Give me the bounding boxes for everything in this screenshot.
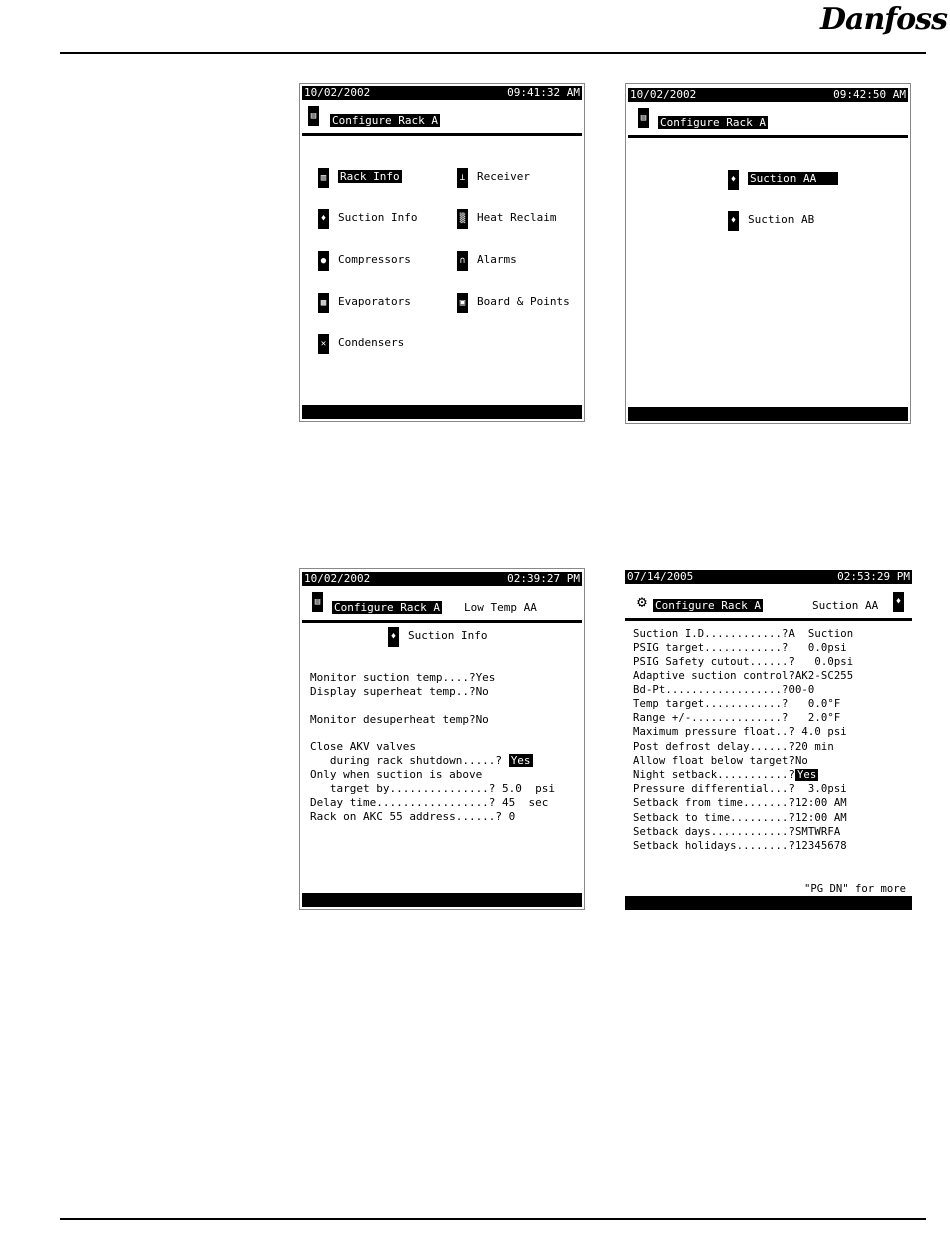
setting-row[interactable]: Display superheat temp..?No bbox=[310, 685, 489, 698]
status-bar bbox=[625, 570, 912, 584]
setting-row[interactable]: Setback from time.......?12:00 AM bbox=[633, 797, 847, 809]
date: 10/02/2002 bbox=[304, 86, 371, 99]
screen-suction-aa bbox=[625, 568, 912, 912]
suction-icon: ♦ bbox=[388, 627, 399, 647]
compressor-icon: ● bbox=[318, 251, 329, 271]
evaporator-icon: ▦ bbox=[318, 293, 329, 313]
setting-row[interactable]: Setback holidays........?12345678 bbox=[633, 840, 847, 852]
page-down-hint: "PG DN" for more bbox=[803, 883, 906, 895]
board-icon: ▣ bbox=[457, 293, 468, 313]
setting-row: Only when suction is above bbox=[310, 768, 483, 781]
setting-row[interactable]: Maximum pressure float..? 4.0 psi bbox=[633, 726, 847, 738]
menu-condensers[interactable]: Condensers bbox=[338, 336, 405, 349]
divider bbox=[628, 135, 908, 138]
setting-row[interactable]: Post defrost delay......?20 min bbox=[633, 741, 834, 753]
screen-title: Configure Rack A bbox=[655, 599, 761, 612]
heat-reclaim-icon: ▒ bbox=[457, 209, 468, 229]
condenser-icon: ✕ bbox=[318, 334, 329, 354]
date: 10/02/2002 bbox=[304, 572, 371, 585]
time: 02:53:29 PM bbox=[837, 570, 910, 583]
screen-subtitle: Low Temp AA bbox=[464, 601, 537, 614]
rack-icon: ▤ bbox=[308, 106, 319, 126]
setting-row[interactable]: Suction I.D............?A Suction bbox=[633, 628, 854, 640]
screen-suction-info bbox=[299, 568, 585, 910]
status-bar bbox=[628, 88, 908, 102]
alarm-bell-icon: ∩ bbox=[457, 251, 468, 271]
screen-subtitle: Suction AA bbox=[812, 599, 879, 612]
header-rule bbox=[60, 52, 926, 54]
bottom-bar bbox=[302, 893, 582, 907]
bottom-bar bbox=[302, 405, 582, 419]
screen-suction-select bbox=[625, 83, 911, 424]
menu-suction-info[interactable]: Suction Info bbox=[338, 211, 418, 224]
setting-row: Close AKV valves bbox=[310, 740, 416, 753]
setting-row[interactable]: target by...............? 5.0 psi bbox=[310, 782, 556, 795]
setting-row[interactable]: Adaptive suction control?AK2-SC255 bbox=[633, 670, 854, 682]
danfoss-logo: Danfoss bbox=[820, 2, 947, 37]
suction-icon: ♦ bbox=[318, 209, 329, 229]
receiver-icon: ⊥ bbox=[457, 168, 468, 188]
menu-compressors[interactable]: Compressors bbox=[338, 253, 411, 266]
screen-title: Configure Rack A bbox=[660, 116, 766, 129]
rack-icon: ▤ bbox=[638, 108, 649, 128]
divider bbox=[302, 133, 582, 136]
rack-icon: ▤ bbox=[312, 592, 323, 612]
menu-rack-info[interactable]: Rack Info bbox=[340, 170, 400, 183]
setting-row[interactable]: Night setback...........? Yes bbox=[633, 769, 817, 781]
setting-row[interactable]: PSIG Safety cutout......? 0.0psi bbox=[633, 656, 854, 668]
gear-icon: ⚙ bbox=[635, 592, 649, 612]
setting-row[interactable]: Rack on AKC 55 address......? 0 bbox=[310, 810, 516, 823]
bottom-bar bbox=[625, 896, 912, 910]
screen-configure-rack bbox=[299, 83, 585, 422]
suction-icon: ♦ bbox=[893, 592, 904, 612]
menu-evaporators[interactable]: Evaporators bbox=[338, 295, 411, 308]
setting-row[interactable]: Temp target............? 0.0°F bbox=[633, 698, 841, 710]
date: 07/14/2005 bbox=[627, 570, 694, 583]
menu-board-points[interactable]: Board & Points bbox=[477, 295, 570, 308]
setting-row[interactable]: Delay time.................? 45 sec bbox=[310, 796, 549, 809]
setting-row[interactable]: Setback days............?SMTWRFA bbox=[633, 826, 841, 838]
section-title: Suction Info bbox=[408, 629, 488, 642]
time: 09:41:32 AM bbox=[507, 86, 580, 99]
divider bbox=[302, 620, 582, 623]
menu-heat-reclaim[interactable]: Heat Reclaim bbox=[477, 211, 557, 224]
setting-row[interactable]: PSIG target............? 0.0psi bbox=[633, 642, 847, 654]
setting-row[interactable]: Setback to time.........?12:00 AM bbox=[633, 812, 847, 824]
menu-suction-ab[interactable]: Suction AB bbox=[748, 213, 815, 226]
setting-row[interactable]: Monitor desuperheat temp?No bbox=[310, 713, 489, 726]
setting-row[interactable]: Bd-Pt..................?00-0 bbox=[633, 684, 815, 696]
menu-alarms[interactable]: Alarms bbox=[477, 253, 517, 266]
setting-row[interactable]: Allow float below target?No bbox=[633, 755, 808, 767]
menu-receiver[interactable]: Receiver bbox=[477, 170, 530, 183]
bottom-bar bbox=[628, 407, 908, 421]
menu-suction-aa[interactable]: Suction AA bbox=[748, 172, 838, 186]
setting-row[interactable]: Pressure differential...? 3.0psi bbox=[633, 783, 847, 795]
footer-rule bbox=[60, 1218, 926, 1220]
date: 10/02/2002 bbox=[630, 88, 697, 101]
status-bar bbox=[302, 572, 582, 586]
suction-icon: ♦ bbox=[728, 170, 739, 190]
suction-icon: ♦ bbox=[728, 211, 739, 231]
time: 09:42:50 AM bbox=[833, 88, 906, 101]
screen-title: Configure Rack A bbox=[334, 601, 440, 614]
time: 02:39:27 PM bbox=[507, 572, 580, 585]
rack-info-icon: ▥ bbox=[318, 168, 329, 188]
setting-row[interactable]: Monitor suction temp....?Yes bbox=[310, 671, 496, 684]
divider bbox=[625, 618, 912, 621]
setting-row[interactable]: Range +/-..............? 2.0°F bbox=[633, 712, 841, 724]
status-bar bbox=[302, 86, 582, 100]
screen-title: Configure Rack A bbox=[332, 114, 438, 127]
setting-row[interactable]: during rack shutdown.....? Yes bbox=[310, 754, 531, 767]
